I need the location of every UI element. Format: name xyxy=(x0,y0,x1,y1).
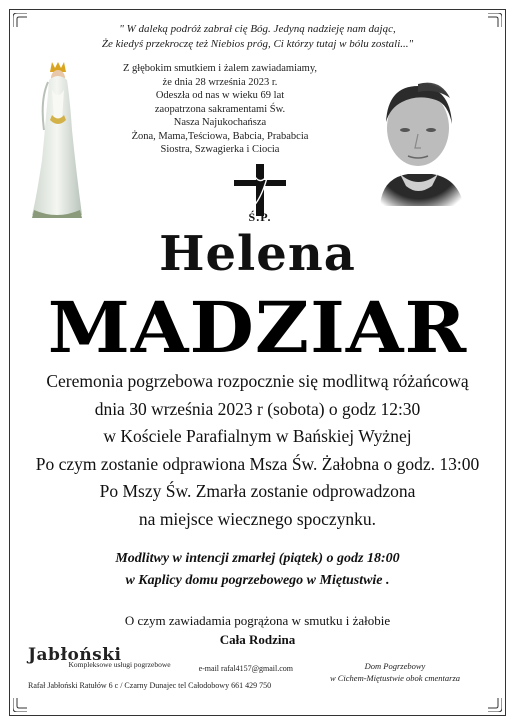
corner-ornament xyxy=(13,13,27,27)
ceremony-line: Po Mszy Św. Zmarła zostanie odprowadzona xyxy=(99,481,416,501)
quote-line: " W daleką podróż zabrał cię Bóg. Jedyną nadzieję nam dając, xyxy=(119,23,396,35)
ceremony-details xyxy=(20,368,495,533)
death-notice xyxy=(100,62,340,157)
funeral-home-location xyxy=(310,660,480,684)
family-line: O czym zawiadamia pogrążona w smutku i żałobie xyxy=(124,613,391,628)
deceased-first-name: Helena xyxy=(159,226,356,282)
location-line: w Cichem-Miętustwie obok cmentarza xyxy=(329,673,461,683)
funeral-home-address: Rafał Jabłoński Ratułów 6 c / Czarny Dunajec tel Całodobowy 661 429 750 xyxy=(28,681,272,690)
family-announcement xyxy=(20,611,495,649)
notice-line: Siostra, Szwagierka i Ciocia xyxy=(160,144,280,155)
ceremony-line: Ceremonia pogrzebowa rozpocznie się modlitwą różańcową xyxy=(46,371,469,391)
prayer-line: w Kaplicy domu pogrzebowego w Miętustwie . xyxy=(125,573,390,588)
deceased-last-name: MADZIAR xyxy=(47,286,468,369)
ceremony-line: Po czym zostanie odprawiona Msza Św. Żałobna o godz. 13:00 xyxy=(35,453,480,474)
notice-line: że dnia 28 września 2023 r. xyxy=(162,76,278,88)
ceremony-line: dnia 30 września 2023 r (sobota) o godz 12:30 xyxy=(94,398,421,419)
madonna-statue-image xyxy=(22,60,92,220)
notice-line: Odeszła od nas w wieku 69 lat xyxy=(155,90,285,101)
notice-line: zaopatrzona sakramentami Św. xyxy=(154,103,286,115)
ceremony-line: na miejsce wiecznego spoczynku. xyxy=(138,508,377,529)
notice-line: Nasza Najukochańsza xyxy=(173,117,267,128)
prayer-line: Modlitwy w intencji zmarłej (piątek) o godz 18:00 xyxy=(115,551,400,566)
memorial-quote xyxy=(30,22,485,52)
quote-line: Że kiedyś przekroczę też Niebios próg, Ci którzy tutaj w bólu zostali..." xyxy=(101,38,414,50)
ceremony-line: w Kościele Parafialnym w Bańskiej Wyżnej xyxy=(103,426,412,446)
corner-ornament xyxy=(488,13,502,27)
sp-abbreviation: Ś.P. xyxy=(248,210,272,224)
location-line: Dom Pogrzebowy xyxy=(364,661,426,671)
notice-line: Żona, Mama,Teściowa, Babcia, Prababcia xyxy=(131,130,309,142)
funeral-home-email: e-mail rafal4157@gmail.com xyxy=(198,664,294,673)
funeral-home-tagline: Kompleksowe usługi pogrzebowe xyxy=(68,660,171,669)
funeral-home-info xyxy=(28,645,308,691)
corner-ornament xyxy=(488,698,502,712)
portrait-photo xyxy=(360,78,478,218)
family-signature: Cała Rodzina xyxy=(219,632,296,647)
notice-line: Z głębokim smutkiem i żalem zawiadamiamy, xyxy=(122,63,318,74)
funeral-home-logo: Jabłoński xyxy=(28,645,122,665)
corner-ornament xyxy=(13,698,27,712)
prayer-info xyxy=(20,548,495,592)
